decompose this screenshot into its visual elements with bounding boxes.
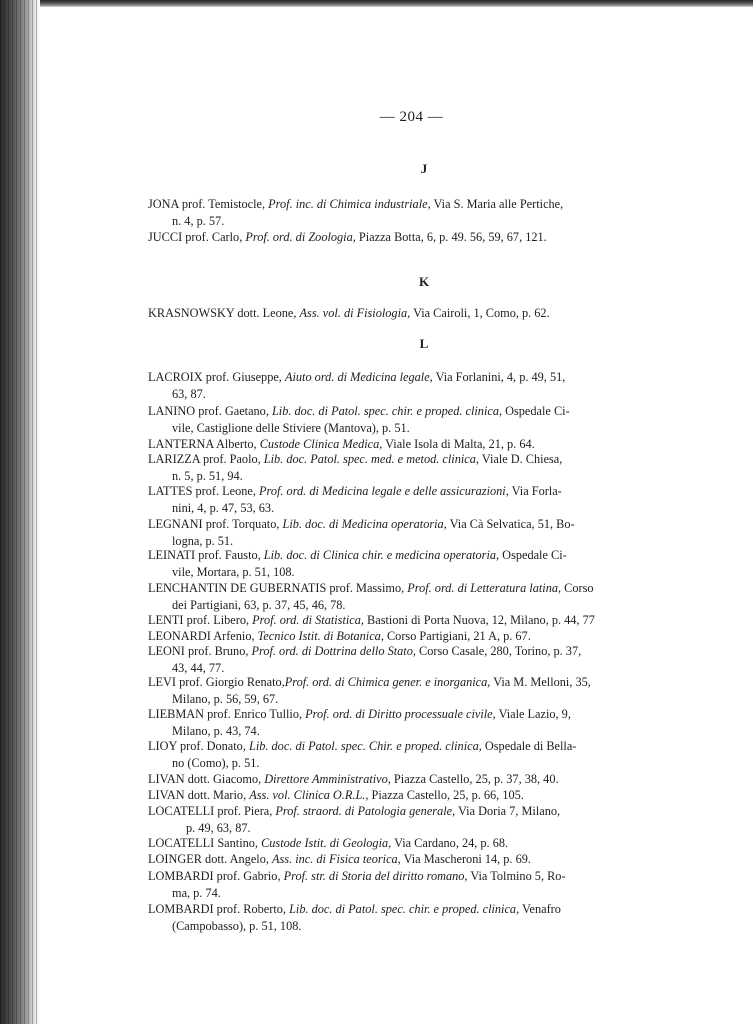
directory-entry [148, 369, 680, 403]
entry-address: Venafro [519, 902, 561, 916]
entry-address: Via Cardano, 24, p. 68. [391, 836, 509, 850]
entry-name: LOINGER [148, 852, 202, 866]
entry-continuation: vile, Mortara, p. 51, 108. [172, 565, 295, 579]
entry-name: LIVAN [148, 788, 185, 802]
directory-entry [148, 901, 680, 935]
entry-name: LATTES [148, 484, 193, 498]
section-letter-k: K [418, 274, 430, 289]
entry-continuation: n. 4, p. 57. [172, 214, 225, 228]
entry-address: Via Forla- [508, 484, 562, 498]
entry-name: LANINO [148, 404, 196, 418]
entry-continuation: Milano, p. 56, 59, 67. [172, 692, 279, 706]
entry-role: Prof. str. di Storia del diritto romano, [283, 869, 468, 883]
entry-name: LANTERNA [148, 437, 214, 451]
entry-role: Prof. ord. di Statistica, [252, 613, 364, 627]
entry-address: Via Cà Selvatica, 51, Bo- [446, 517, 575, 531]
directory-entry [148, 305, 680, 322]
entry-title: prof. Temistocle, [178, 197, 269, 211]
entry-name: JONA [148, 197, 179, 211]
entry-name: LIVAN [148, 772, 185, 786]
entry-address: Ospedale Ci- [502, 404, 570, 418]
directory-entry [148, 483, 680, 517]
entry-role: Prof. ord. di Dottrina dello Stato, [251, 644, 416, 658]
entry-address: Via M. Melloni, 35, [490, 675, 591, 689]
entry-name: LIEBMAN [148, 707, 205, 721]
directory-entry [148, 580, 680, 614]
entry-title: prof. Piera, [214, 804, 276, 818]
directory-entry [148, 403, 680, 437]
entry-name: LEINATI [148, 548, 196, 562]
entry-role: Lib. doc. di Medicina operatoria, [282, 517, 447, 531]
page-number: — 204 — [379, 109, 444, 125]
entry-continuation: no (Como), p. 51. [172, 756, 260, 770]
entry-title: dott. Mario, [184, 788, 250, 802]
entry-role: Lib. doc. di Patol. spec. chir. e proped. clinica, [271, 404, 503, 418]
entry-role: Prof. straord. di Patologia generale, [275, 804, 456, 818]
entry-address: Ospedale di Bella- [481, 739, 577, 753]
entry-name: KRASNOWSKY [148, 306, 235, 320]
entry-role: Prof. ord. di Diritto processuale civile, [305, 707, 496, 721]
entry-title: Arfenio, [210, 629, 258, 643]
entry-title: prof. Roberto, [213, 902, 290, 916]
directory-entry [148, 835, 680, 852]
entry-role: Ass. vol. di Fisiologia, [299, 306, 411, 320]
entry-address: Corso Casale, 280, Torino, p. 37, [415, 644, 582, 658]
directory-entry [148, 547, 680, 581]
directory-entry [148, 229, 680, 246]
entry-role: Lib. doc. di Patol. spec. chir. e proped. clinica, [289, 902, 520, 916]
entry-name: JUCCI [148, 230, 183, 244]
entry-role: Prof. ord. di Zoologia, [245, 230, 356, 244]
entry-address: Via Doria 7, Milano, [455, 804, 561, 818]
entry-role: Ass. vol. Clinica O.R.L., [249, 788, 369, 802]
entry-address: Bastioni di Porta Nuova, 12, Milano, p. 44, 77 [363, 613, 595, 627]
entry-continuation: Milano, p. 43, 74. [172, 724, 260, 738]
entry-name: LOMBARDI [148, 869, 214, 883]
section-letter-j: J [420, 161, 428, 176]
entry-name: LENTI [148, 613, 184, 627]
entry-title: prof. Fausto, [195, 548, 264, 562]
entry-name: LEGNANI [148, 517, 203, 531]
entry-continuation: (Campobasso), p. 51, 108. [172, 919, 302, 933]
entry-title: prof. Libero, [183, 613, 253, 627]
entry-role: Prof. ord. di Chimica gener. e inorganica, [284, 675, 491, 689]
entry-title: dott. Giacomo, [184, 772, 265, 786]
entry-address: Viale Lazio, 9, [495, 707, 571, 721]
entry-name: LIOY [148, 739, 177, 753]
entry-title: prof. Massimo, [326, 581, 408, 595]
entry-role: Lib. doc. di Clinica chir. e medicina operatoria, [263, 548, 500, 562]
directory-entry [148, 451, 680, 485]
entry-address: Piazza Castello, 25, p. 37, 38, 40. [390, 772, 559, 786]
directory-entry [148, 851, 680, 868]
section-letter-l: L [419, 336, 429, 351]
entry-address: Ospedale Ci- [499, 548, 567, 562]
entry-role: Direttore Amministrativo, [264, 772, 391, 786]
entry-name: LOCATELLI [148, 836, 215, 850]
directory-entry [148, 787, 680, 804]
entry-address: Viale Isola di Malta, 21, p. 64. [382, 437, 535, 451]
entry-role: Prof. ord. di Medicina legale e delle assicurazioni, [259, 484, 509, 498]
entry-address: Piazza Botta, 6, p. 49. 56, 59, 67, 121. [355, 230, 547, 244]
entry-title: Alberto, [213, 437, 260, 451]
entry-role: Custode Istit. di Geologia, [261, 836, 392, 850]
entry-title: Santino, [214, 836, 262, 850]
entry-role: Custode Clinica Medica, [259, 437, 383, 451]
entry-title: dott. Leone, [234, 306, 300, 320]
entry-role: Lib. doc. Patol. spec. med. e metod. clinica, [263, 452, 479, 466]
entry-title: prof. Bruno, [184, 644, 252, 658]
entry-name: LARIZZA [148, 452, 200, 466]
entry-address: Corso [561, 581, 594, 595]
directory-entry [148, 803, 680, 837]
entry-name: LACROIX [148, 370, 203, 384]
entry-address: Via S. Maria alle Pertiche, [430, 197, 564, 211]
entry-address: Piazza Castello, 25, p. 66, 105. [368, 788, 524, 802]
directory-entry [148, 196, 680, 230]
entry-title: prof. Gabrio, [213, 869, 284, 883]
entry-role: Tecnico Istit. di Botanica, [257, 629, 384, 643]
directory-entry [148, 771, 680, 788]
entry-address: Via Tolmino 5, Ro- [467, 869, 566, 883]
entry-title: prof. Donato, [176, 739, 249, 753]
entry-continuation: dei Partigiani, 63, p. 37, 45, 46, 78. [172, 598, 346, 612]
entry-continuation: ma, p. 74. [172, 886, 221, 900]
entry-continuation: logna, p. 51. [172, 534, 234, 548]
entry-title: prof. Giorgio Renato, [176, 675, 285, 689]
entry-address: Viale D. Chiesa, [478, 452, 563, 466]
entry-title: prof. Torquato, [202, 517, 283, 531]
entry-continuation: 63, 87. [172, 387, 206, 401]
entry-continuation: p. 49, 63, 87. [186, 821, 251, 835]
entry-name: LOCATELLI [148, 804, 215, 818]
directory-entry [148, 674, 680, 708]
entry-title: dott. Angelo, [201, 852, 272, 866]
directory-entry [148, 706, 680, 740]
directory-entry [148, 868, 680, 902]
entry-continuation: 43, 44, 77. [172, 661, 225, 675]
directory-entry [148, 643, 680, 677]
entry-address: Via Cairoli, 1, Como, p. 62. [410, 306, 550, 320]
entry-name: LOMBARDI [148, 902, 214, 916]
entry-continuation: nini, 4, p. 47, 53, 63. [172, 501, 275, 515]
entry-continuation: n. 5, p. 51, 94. [172, 469, 243, 483]
entry-title: prof. Paolo, [199, 452, 264, 466]
entry-role: Prof. ord. di Letteratura latina, [407, 581, 562, 595]
entry-name: LEONI [148, 644, 185, 658]
directory-entry [148, 516, 680, 550]
entry-role: Aiuto ord. di Medicina legale, [284, 370, 433, 384]
entry-role: Lib. doc. di Patol. spec. Chir. e proped. clinica, [248, 739, 482, 753]
entry-address: Via Forlanini, 4, p. 49, 51, [432, 370, 566, 384]
entry-address: Via Mascheroni 14, p. 69. [400, 852, 531, 866]
entry-title: prof. Giuseppe, [202, 370, 285, 384]
entry-continuation: vile, Castiglione delle Stiviere (Mantova), p. 51. [172, 421, 410, 435]
entry-role: Prof. inc. di Chimica industriale, [268, 197, 431, 211]
entry-role: Ass. inc. di Fisica teorica, [272, 852, 401, 866]
directory-entry [148, 612, 680, 629]
entry-title: prof. Carlo, [182, 230, 246, 244]
entry-title: prof. Leone, [192, 484, 259, 498]
entry-name: LEVI [148, 675, 176, 689]
entry-address: Corso Partigiani, 21 A, p. 67. [383, 629, 531, 643]
entry-title: prof. Enrico Tullio, [204, 707, 306, 721]
entry-name: LENCHANTIN DE GUBERNATIS [148, 581, 327, 595]
directory-entry [148, 738, 680, 772]
entry-title: prof. Gaetano, [195, 404, 272, 418]
entry-name: LEONARDI [148, 629, 211, 643]
